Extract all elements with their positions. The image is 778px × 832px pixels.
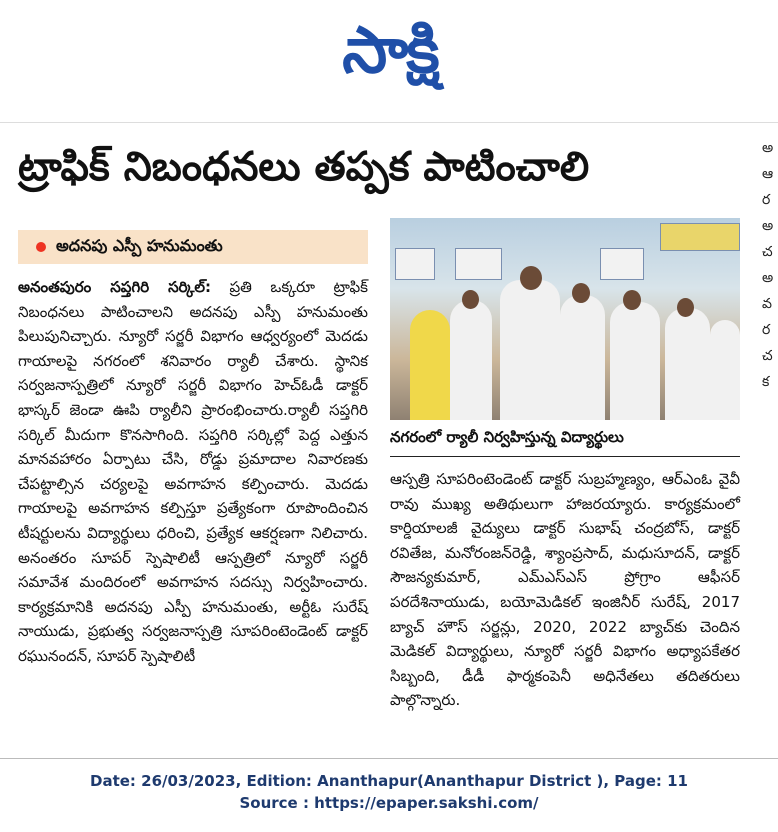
person <box>710 320 740 420</box>
adjacent-text: అ <box>762 270 774 286</box>
article-headline: ట్రాఫిక్ నిబంధనలు తప్పక పాటించాలి <box>18 144 590 190</box>
adjacent-text: వ <box>762 296 772 312</box>
photo-caption: నగరంలో ర్యాలీ నిర్వహిస్తున్న విద్యార్థులు <box>390 428 624 446</box>
footer-source-link[interactable]: Source : https://epaper.sakshi.com/ <box>239 794 539 812</box>
placard <box>455 248 502 280</box>
rally-photo <box>390 218 740 420</box>
dateline: అనంతపురం సప్తగిరి సర్కిల్: <box>18 278 211 296</box>
masthead <box>0 0 778 110</box>
adjacent-text: క <box>762 374 770 390</box>
placard <box>395 248 435 280</box>
head <box>623 290 641 310</box>
article-column-mid: ఆస్పత్రి సూపరింటెండెంట్ డాక్టర్ సుబ్రహ్మణ్యం, ఆర్ఎంఓ వైవీ రావు ముఖ్య అతిథులుగా హాజరయ్యారు. కార్యక్రమంలో కార్డియాలజీ వైద్యులు డాక్టర్ సుభాష్ చంద్రబోస్, డాక్టర్ రవితేజ, మనోరంజన్‌రెడ్డి, శ్యాంప్రసాద్, మధుసూదన్, డాక్టర్ సౌజన్యకుమార్, ఎమ్ఎస్ఎస్ ప్రోగ్రాం ఆఫీసర్ పరదేశినాయుడు, బయోమెడికల్ ఇంజినీర్ సురేష్, 2017 బ్యాచ్ హౌస్ సర్జన్లు, 2020, 2022 బ్యాచ్‌కు చెందిన మెడికల్ విద్యార్థులు, న్యూరో సర్జరీ విభాగం అధ్యాపకేతర సిబ్బంది, డీడీ ఫార్మకంపెనీ అధినేతలు తదితరులు పాల్గొన్నారు. <box>390 470 740 710</box>
byline-text: అదనపు ఎస్పీ హనుమంతు <box>56 235 223 255</box>
person <box>665 308 710 420</box>
person <box>450 300 492 420</box>
adjacent-article-strip <box>762 140 778 750</box>
person <box>560 295 605 420</box>
head <box>677 298 694 317</box>
person <box>610 302 660 420</box>
footer <box>0 770 778 814</box>
sakshi-logo: సాక్షి <box>342 13 438 88</box>
person <box>500 280 560 420</box>
shop-sign <box>660 223 740 251</box>
head <box>520 266 542 290</box>
footer-divider <box>0 758 778 759</box>
footer-date-line: Date: 26/03/2023, Edition: Ananthapur(Ananthapur District ), Page: 11 <box>90 772 688 790</box>
adjacent-text: ర <box>762 322 771 338</box>
header-divider <box>0 122 778 123</box>
head <box>462 290 479 309</box>
adjacent-text: అ <box>762 218 774 234</box>
person <box>410 310 450 420</box>
adjacent-text: ర <box>762 192 771 208</box>
adjacent-text: చ <box>762 348 773 364</box>
article-body-left: ప్రతి ఒక్కరూ ట్రాఫిక్ నిబంధనలు పాటించాలని అదనపు ఎస్పీ హనుమంతు పిలుపునిచ్చారు. న్యూరో సర్జరీ విభాగం ఆధ్వర్యంలో మెదడు గాయాలపై నగరంలో శనివారం ర్యాలీ చేశారు. స్థానిక సర్వజనాస్పత్రిలో న్యూరో సర్జరీ విభాగం హెచ్ఓడీ డాక్టర్ భాస్కర్ జెండా ఊపి ర్యాలీని ప్రారంభించారు.ర్యాలీ సప్తగిరి సర్కిల్ మీదుగా కొనసాగింది. సప్తగిరి సర్కిల్లో పెద్ద ఎత్తున మానవహారం ఏర్పాటు చేసి, రోడ్డు ప్రమాదాల నివారణకు చేపట్టాల్సిన చర్యలపై అవగాహన కల్పించారు. మెదడు గాయాలపై అవగాహన కల్పిస్తూ ప్రత్యేకంగా రూపొందించిన టీషర్టులను విద్యార్థులు ధరించి, ప్రత్యేక ఆకర్షణగా నిలిచారు. అనంతరం సూపర్ స్పెషాలిటీ ఆస్పత్రిలో న్యూరో సర్జరీ సమావేశ మందిరంలో అవగాహన సదస్సు నిర్వహించారు. కార్యక్రమానికి అదనపు ఎస్పీ హనుమంతు, అర్టీఓ సురేష్ నాయుడు, ప్రభుత్వ సర్వజనాస్పత్రి సూపరింటెండెంట్ డాక్టర్ రఘునందన్, సూపర్ స్పెషాలిటీ <box>18 278 368 665</box>
red-bullet-icon <box>36 242 46 252</box>
adjacent-text: ఆ <box>762 166 774 182</box>
placard <box>600 248 644 280</box>
adjacent-text: అ <box>762 140 774 156</box>
byline-box <box>18 230 368 264</box>
head <box>572 283 590 303</box>
adjacent-text: చ <box>762 244 773 260</box>
article-column-left <box>18 275 368 669</box>
caption-divider <box>390 456 740 457</box>
